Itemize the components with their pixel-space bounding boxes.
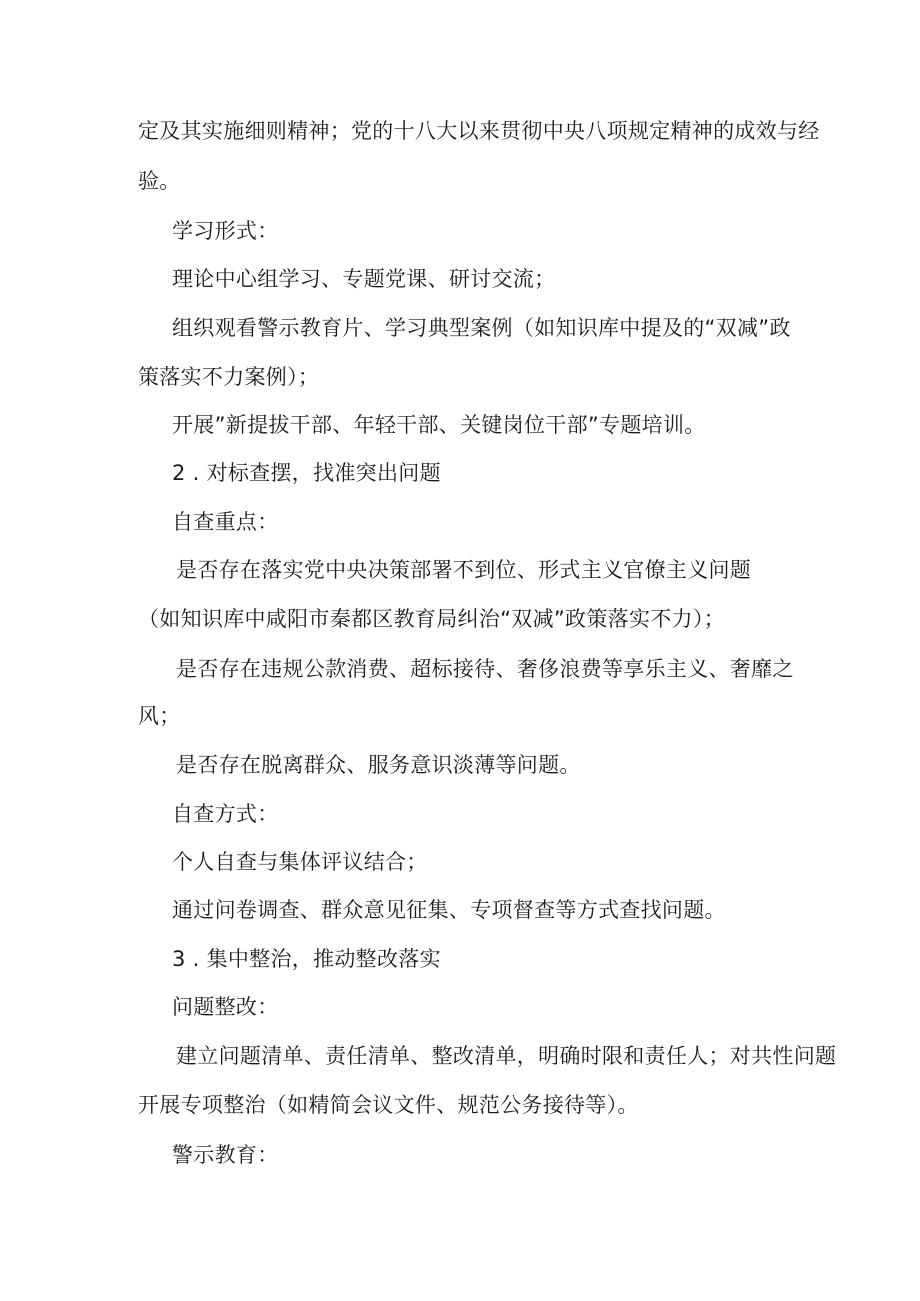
body-text-line: 策落实不力案例）；: [138, 365, 320, 389]
section-heading: 2 . 对标查摆，找准突出问题: [172, 461, 441, 485]
body-text-line: 组织观看警示教育片、学习典型案例（如知识库中提及的“双减”政: [172, 316, 791, 340]
body-text-line: 验。: [138, 169, 181, 193]
section-label: 学习形式：: [172, 219, 279, 243]
body-text-line: 通过问卷调查、群众意见征集、专项督查等方式查找问题。: [172, 898, 726, 922]
body-text-line: 理论中心组学习、专题党课、研讨交流；: [172, 267, 556, 291]
body-text-line: 开展专项整治（如精简会议文件、规范公务接待等）。: [138, 1093, 639, 1117]
section-label: 警示教育：: [172, 1143, 279, 1167]
section-label: 自查方式：: [172, 802, 279, 826]
body-text-line: 开展”新提拔干部、年轻干部、关键岗位干部”专题培训。: [172, 413, 706, 437]
section-label: 自查重点：: [172, 510, 279, 534]
body-text-line: 风；: [138, 704, 181, 728]
body-text-line: 建立问题清单、责任清单、整改清单，明确时限和责任人；对共性问题: [176, 1044, 837, 1068]
body-text-line: 是否存在违规公款消费、超标接待、奢侈浪费等享乐主义、奢靡之: [176, 657, 794, 681]
section-heading: 3 . 集中整治，推动整改落实: [172, 947, 441, 971]
body-text-line: 个人自查与集体评议结合；: [172, 850, 428, 874]
body-text-line: （如知识库中咸阳市秦都区教育局纠治“双减”政策落实不力）；: [138, 607, 725, 631]
section-label: 问题整改：: [172, 995, 279, 1019]
body-text-line: 是否存在落实党中央决策部署不到位、形式主义官僚主义问题: [176, 558, 752, 582]
body-text-line: 是否存在脱离群众、服务意识淡薄等问题。: [176, 753, 581, 777]
body-text-line: 定及其实施细则精神；党的十八大以来贯彻中央八项规定精神的成效与经: [138, 119, 820, 143]
